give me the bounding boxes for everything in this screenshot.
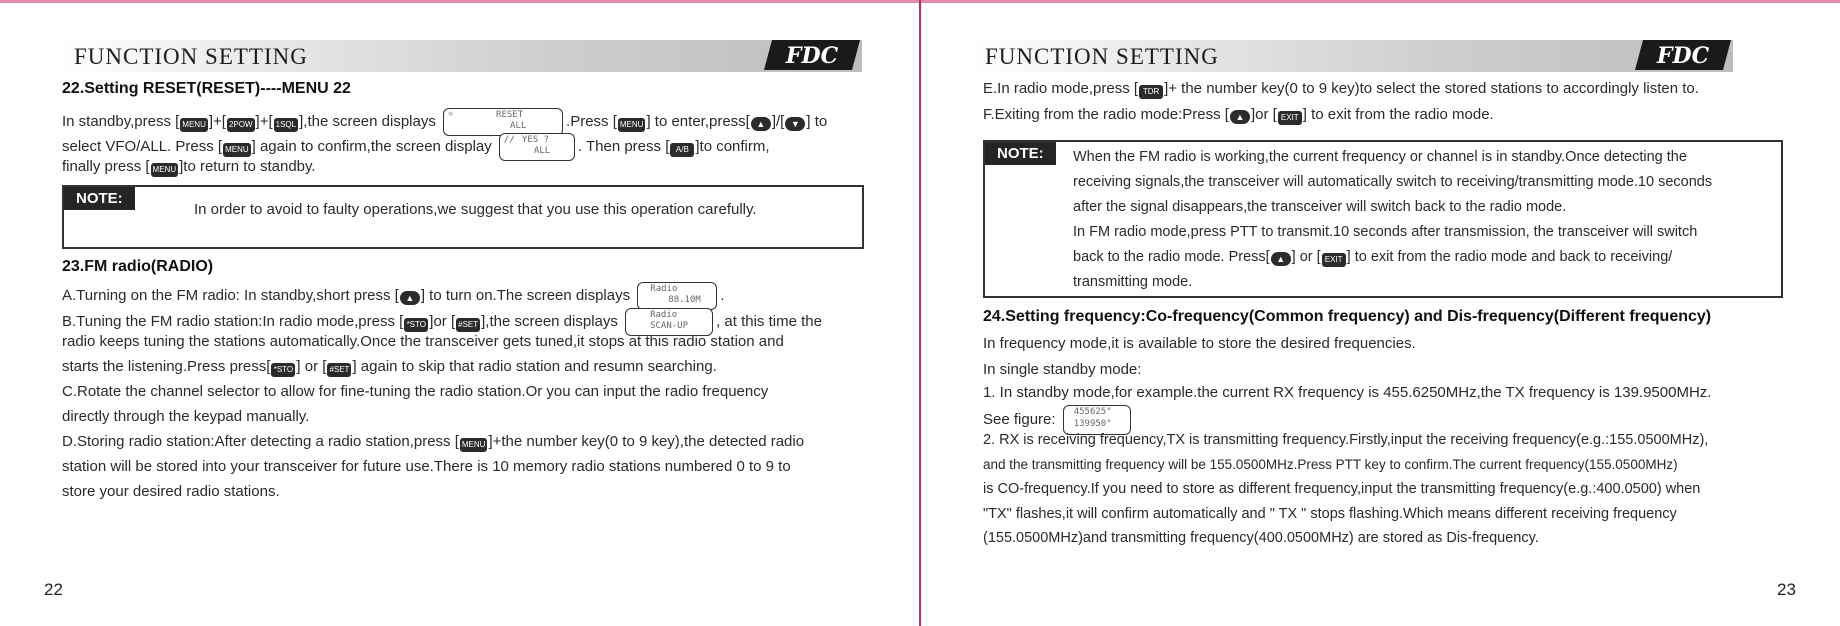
s22-note-box xyxy=(62,185,864,249)
star-key-icon: *STO xyxy=(404,318,428,332)
key-2-icon: 2POW xyxy=(227,118,255,132)
exit-key-icon: EXIT xyxy=(1278,111,1302,125)
lcd-radio-scan: Radio SCAN-UP xyxy=(625,308,713,336)
up-arrow-key-icon: ▲ xyxy=(1230,110,1250,124)
menu-key-icon: MENU xyxy=(223,143,251,157)
line-f: F.Exiting from the radio mode:Press [ ▲ ]or [ EXIT ] to exit from the radio mode. xyxy=(983,106,1494,123)
s23-line-d2: station will be stored into your transceiver for future use.There is 10 memory radio stations numbered 0 to 9 to xyxy=(62,458,791,475)
note-line-3: after the signal disappears,the transceiver will switch back to the radio mode. xyxy=(1073,199,1567,215)
exit-key-icon: EXIT xyxy=(1322,253,1346,267)
section-23-heading: 23.FM radio(RADIO) xyxy=(62,258,214,275)
s22-line-1: In standby,press [ MENU ]+[ 2POW ]+[ 1SQL ],the screen displays ☼ RESET ALL .Press [ MENU ] to enter,press[ ▲ ]/[ ▼ ] to xyxy=(62,108,827,136)
s23-line-b5: radio keeps tuning the stations automatically.Once the transceiver gets tuned,it stops at this radio station and xyxy=(62,333,784,350)
right-note-box xyxy=(983,140,1783,298)
s24-p7: is CO-frequency.If you need to store as different frequency,input the transmitting frequency(e.g.:400.0500) when xyxy=(983,481,1701,497)
key-1-icon: 1SQL xyxy=(274,118,298,132)
page-number-right: 23 xyxy=(1777,580,1796,599)
s24-p2: In single standby mode: xyxy=(983,361,1142,378)
lcd-frequency: 455625° 139950° xyxy=(1063,405,1131,435)
function-setting-banner xyxy=(973,40,1733,72)
star-key-icon: *STO xyxy=(271,363,295,377)
right-page xyxy=(921,0,1840,626)
s22-note-text: In order to avoid to faulty operations,we suggest that you use this operation carefully. xyxy=(194,201,757,218)
ab-key-icon: A/B xyxy=(670,143,694,157)
menu-key-icon: MENU xyxy=(180,118,208,132)
top-rule xyxy=(0,0,919,3)
hash-key-icon: #SET xyxy=(456,318,480,332)
fdc-logo-icon xyxy=(1633,38,1733,72)
s24-p3: 1. In standby mode,for example.the current RX frequency is 455.6250MHz,the TX frequency is 139.9500MHz. xyxy=(983,384,1712,401)
lcd-yes-all: // YES ? ALL xyxy=(499,133,575,161)
svg-text:FDC: FDC xyxy=(1656,43,1710,69)
menu-key-icon: MENU xyxy=(460,438,488,452)
svg-text:FDC: FDC xyxy=(785,43,839,69)
s23-line-a: A.Turning on the FM radio: In standby,short press [ ▲ ] to turn on.The screen displays Radio 88.10M . xyxy=(62,282,724,310)
note-label: NOTE: xyxy=(985,142,1056,165)
section-22-heading: 22.Setting RESET(RESET)----MENU 22 xyxy=(62,80,351,97)
s24-p4: See figure: 455625° 139950° xyxy=(983,405,1134,435)
s24-p9: (155.0500MHz)and transmitting frequency(400.0500MHz) are stored as Dis-frequency. xyxy=(983,530,1539,546)
s23-line-c1: C.Rotate the channel selector to allow for fine-tuning the radio station.Or you can input the radio frequency xyxy=(62,383,769,400)
menu-key-icon: MENU xyxy=(618,118,646,132)
lcd-radio-freq: Radio 88.10M xyxy=(637,282,717,310)
s22-line-3: finally press [ MENU ]to return to standby. xyxy=(62,158,316,175)
down-arrow-key-icon: ▼ xyxy=(785,117,805,131)
lcd-reset-all: ☼ RESET ALL xyxy=(443,108,563,136)
tdr-key-icon: TDR xyxy=(1139,85,1163,99)
banner-title: FUNCTION SETTING xyxy=(985,44,1219,69)
top-rule xyxy=(921,0,1840,3)
s23-line-d3: store your desired radio stations. xyxy=(62,483,280,500)
up-arrow-key-icon: ▲ xyxy=(751,117,771,131)
banner-title: FUNCTION SETTING xyxy=(74,44,308,69)
page-number-left: 22 xyxy=(44,580,63,599)
menu-key-icon: MENU xyxy=(151,163,179,177)
s23-line-b6: starts the listening.Press press[ *STO ] or [ #SET ] again to skip that radio station and resumn searching. xyxy=(62,358,717,375)
function-setting-banner xyxy=(62,40,862,72)
s22-line-2: select VFO/ALL. Press [ MENU ] again to confirm,the screen display // YES ? ALL . Then press [ A/B ]to confirm, xyxy=(62,133,770,161)
s24-p5: 2. RX is receiving frequency,TX is transmitting frequency.Firstly,input the receiving frequency(e.g.:155.0500MHz), xyxy=(983,432,1709,448)
note-line-4: In FM radio mode,press PTT to transmit.10 seconds after transmission, the transceiver will switch xyxy=(1073,224,1698,240)
fdc-logo-icon xyxy=(762,38,862,72)
s23-line-b: B.Tuning the FM radio station:In radio mode,press [ *STO ]or [ #SET ],the screen displays Radio SCAN-UP , at this time the xyxy=(62,308,822,336)
section-24-heading: 24.Setting frequency:Co-frequency(Common frequency) and Dis-frequency(Different frequency) xyxy=(983,308,1712,325)
s23-line-c2: directly through the keypad manually. xyxy=(62,408,310,425)
note-line-2: receiving signals,the transceiver will automatically switch to receiving/transmitting mode.10 seconds xyxy=(1073,174,1713,190)
note-line-1: When the FM radio is working,the current frequency or channel is in standby.Once detecting the xyxy=(1073,149,1687,165)
s23-line-d1: D.Storing radio station:After detecting a radio station,press [ MENU ]+the number key(0 to 9 key),the detected radio xyxy=(62,433,805,450)
up-arrow-key-icon: ▲ xyxy=(1271,252,1291,266)
hash-key-icon: #SET xyxy=(327,363,351,377)
note-label: NOTE: xyxy=(64,187,135,210)
s24-p6: and the transmitting frequency will be 155.0500MHz.Press PTT key to confirm.The current frequency(155.0500MHz) xyxy=(983,457,1678,472)
up-arrow-key-icon: ▲ xyxy=(400,291,420,305)
note-line-5: back to the radio mode. Press[ ▲ ] or [ EXIT ] to exit from the radio mode and back to receiving/ xyxy=(1073,249,1673,265)
line-e: E.In radio mode,press [ TDR ]+ the number key(0 to 9 key)to select the stored stations to accordingly listen to. xyxy=(983,80,1699,97)
note-line-6: transmitting mode. xyxy=(1073,274,1193,290)
s24-p8: "TX" flashes,it will confirm automatically and " TX " stops flashing.Which means different receiving frequency xyxy=(983,506,1677,522)
s24-p1: In frequency mode,it is available to store the desired frequencies. xyxy=(983,335,1416,352)
